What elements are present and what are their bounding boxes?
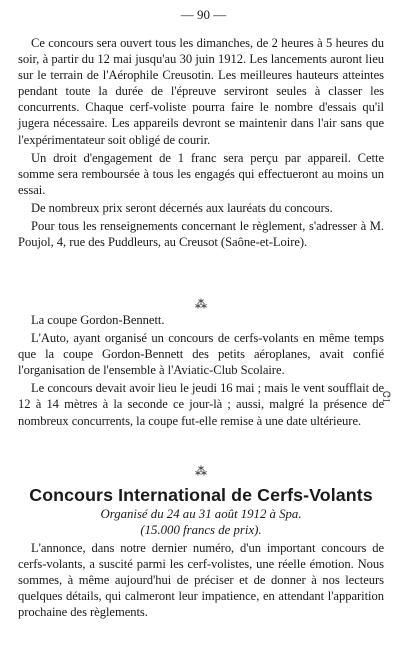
paragraph: L'Auto, ayant organisé un concours de cerfs-volants en même temps que la coupe Gordon-Bennett des petits aéroplanes, avait confié l'organisation de l'ensemble à l'Aviatic-Club Scolaire. (18, 331, 384, 378)
asterism-separator: ⁂ (195, 297, 207, 311)
paragraph: De nombreux prix seront décernés aux lauréats du concours. (31, 200, 333, 215)
paragraph: Le concours devait avoir lieu le jeudi 16 mai ; mais le vent soufflait de 12 à 14 mètres à la seconde ce jour-là ; aussi, malgré la présence de nombreux concurrents, la coupe fut-elle remise à une date ultérieure. (18, 381, 384, 428)
paragraph: Pour tous les renseignements concernant le règlement, s'adresser à M. Poujol, 4, rue des Puddleurs, au Creusot (Saône-et-Loire). (18, 219, 384, 250)
page-number: — 90 — (180, 7, 227, 22)
section-subheading: Organisé du 24 au 31 août 1912 à Spa. (100, 507, 302, 521)
paragraph: Ce concours sera ouvert tous les dimanches, de 2 heures à 5 heures du soir, à partir du 12 mai jusqu'au 30 juin 1912. Les lancements auront lieu sur le terrain de l'Aérophile Creusotin. Les meilleures hauteurs atteintes pendant toute la durée de l'épreuve serviront seules à classer les concurrents. Chaque cerf-voliste pourra faire le nombre d'essais qu'il jugera nécessaire. Les appareils devront se maintenir dans l'air sans que l'expérimentateur soit obligé de courir. (18, 36, 384, 147)
section-heading: Concours International de Cerfs-Volants (29, 485, 373, 505)
section-local-contest (18, 35, 384, 250)
paragraph: Un droit d'engagement de 1 franc sera perçu par appareil. Cette somme sera remboursée à tous les engagés qui effectueront au moins un essai. (18, 150, 384, 197)
margin-mark: Ꮳ1. (380, 391, 391, 406)
section-subheading-prize: (15.000 francs de prix). (140, 523, 262, 537)
section-gordon-bennett (18, 312, 384, 429)
section-international-contest (18, 484, 384, 620)
asterism-separator: ⁂ (195, 464, 207, 478)
section-intro: La coupe Gordon-Bennett. (31, 313, 165, 327)
paragraph: L'annonce, dans notre dernier numéro, d'un important concours de cerfs-volants, a suscité parmi les cerf-volistes, une réelle émotion. Nous sommes, à même aujourd'hui de préciser et de donner à nos lecteurs quelques détails, qui calmeront leur impatience, en attendant l'apparition prochaine des règlements. (18, 541, 384, 620)
